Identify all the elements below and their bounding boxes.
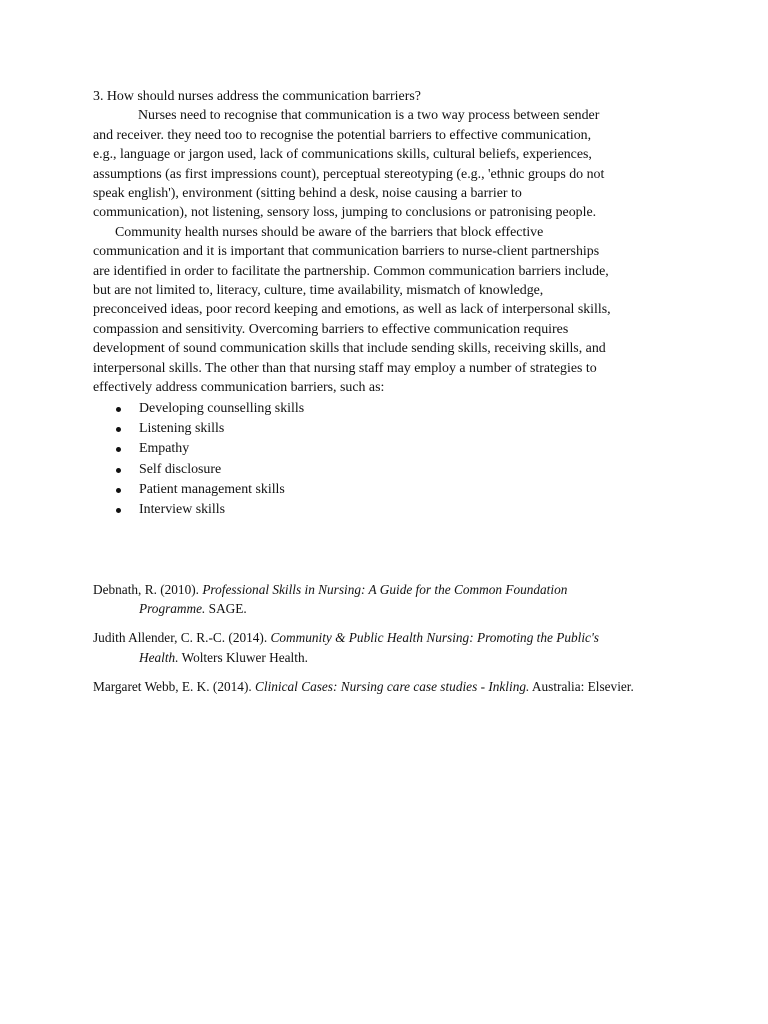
paragraph-line: communication and it is important that communication barriers to nurse-client partnerships <box>93 244 600 260</box>
paragraph-line: Nurses need to recognise that communication is a two way process between sender <box>138 108 600 124</box>
reference-title: Community & Public Health Nursing: Promoting the Public's <box>270 630 599 646</box>
paragraph-line: assumptions (as first impressions count), perceptual stereotyping (e.g., 'ethnic groups do not <box>93 166 605 182</box>
reference-line <box>93 628 713 647</box>
bullet-icon <box>116 407 121 412</box>
paragraph-line: preconceived ideas, poor record keeping and emotions, as well as lack of interpersonal skills, <box>93 302 611 318</box>
paragraph-line: effectively address communication barriers, such as: <box>93 380 385 396</box>
list-item-text: Listening skills <box>139 420 225 436</box>
paragraph-2 <box>93 223 693 398</box>
paragraph-line: interpersonal skills. The other than that nursing staff may employ a number of strategies to <box>93 360 597 376</box>
reference-entry <box>93 628 713 666</box>
list-item-text: Interview skills <box>139 502 226 518</box>
bullet-icon <box>116 508 121 513</box>
document-body <box>93 87 693 521</box>
bullet-icon <box>116 427 121 432</box>
list-item-text: Patient management skills <box>139 482 285 498</box>
paragraph-line: communication), not listening, sensory loss, jumping to conclusions or patronising people. <box>93 205 597 221</box>
reference-entry <box>93 580 713 618</box>
reference-line <box>93 677 713 696</box>
list-item <box>93 500 693 520</box>
reference-publisher: SAGE. <box>205 601 247 617</box>
list-item-text: Self disclosure <box>139 461 222 477</box>
reference-author: Debnath, R. (2010). <box>93 582 203 597</box>
reference-entry <box>93 677 713 696</box>
list-item <box>93 460 693 480</box>
reference-author: Margaret Webb, E. K. (2014). <box>93 678 256 694</box>
paragraph-line: but are not limited to, literacy, culture, time availability, mismatch of knowledge, <box>93 283 544 299</box>
strategies-list <box>93 399 693 521</box>
question-heading: 3. How should nurses address the communication barriers? <box>93 89 421 104</box>
list-item <box>93 480 693 500</box>
list-item <box>93 399 693 419</box>
reference-title-continued: Programme. <box>139 601 206 617</box>
reference-publisher: Australia: Elsevier. <box>529 678 634 694</box>
references-section <box>93 580 713 706</box>
list-item-text: Empathy <box>139 441 190 457</box>
paragraph-line: development of sound communication skills that include sending skills, receiving skills, and <box>93 341 606 357</box>
paragraph-line: Community health nurses should be aware of the barriers that block effective <box>115 224 544 240</box>
paragraph-line: are identified in order to facilitate the partnership. Common communication barriers include, <box>93 263 609 279</box>
reference-line <box>93 580 713 599</box>
paragraph-line: compassion and sensitivity. Overcoming barriers to effective communication requires <box>93 321 569 337</box>
list-item <box>93 419 693 439</box>
bullet-icon <box>116 468 121 473</box>
reference-author: Judith Allender, C. R.-C. (2014). <box>93 630 271 646</box>
reference-publisher: Wolters Kluwer Health. <box>178 649 308 665</box>
reference-line <box>93 599 713 618</box>
paragraph-line: and receiver. they need too to recognise the potential barriers to effective communication, <box>93 127 592 143</box>
reference-title: Professional Skills in Nursing: A Guide for the Common Foundation <box>202 582 568 597</box>
bullet-icon <box>116 447 121 452</box>
paragraph-line: e.g., language or jargon used, lack of communications skills, cultural beliefs, experiences, <box>93 147 592 163</box>
list-item <box>93 439 693 459</box>
paragraph-1 <box>93 106 693 222</box>
reference-line <box>93 648 713 667</box>
bullet-icon <box>116 488 121 493</box>
list-item-text: Developing counselling skills <box>139 400 305 416</box>
reference-title-continued: Health. <box>139 649 179 665</box>
reference-title: Clinical Cases: Nursing care case studies - Inkling. <box>255 678 530 694</box>
paragraph-line: speak english'), environment (sitting behind a desk, noise causing a barrier to <box>93 186 522 202</box>
